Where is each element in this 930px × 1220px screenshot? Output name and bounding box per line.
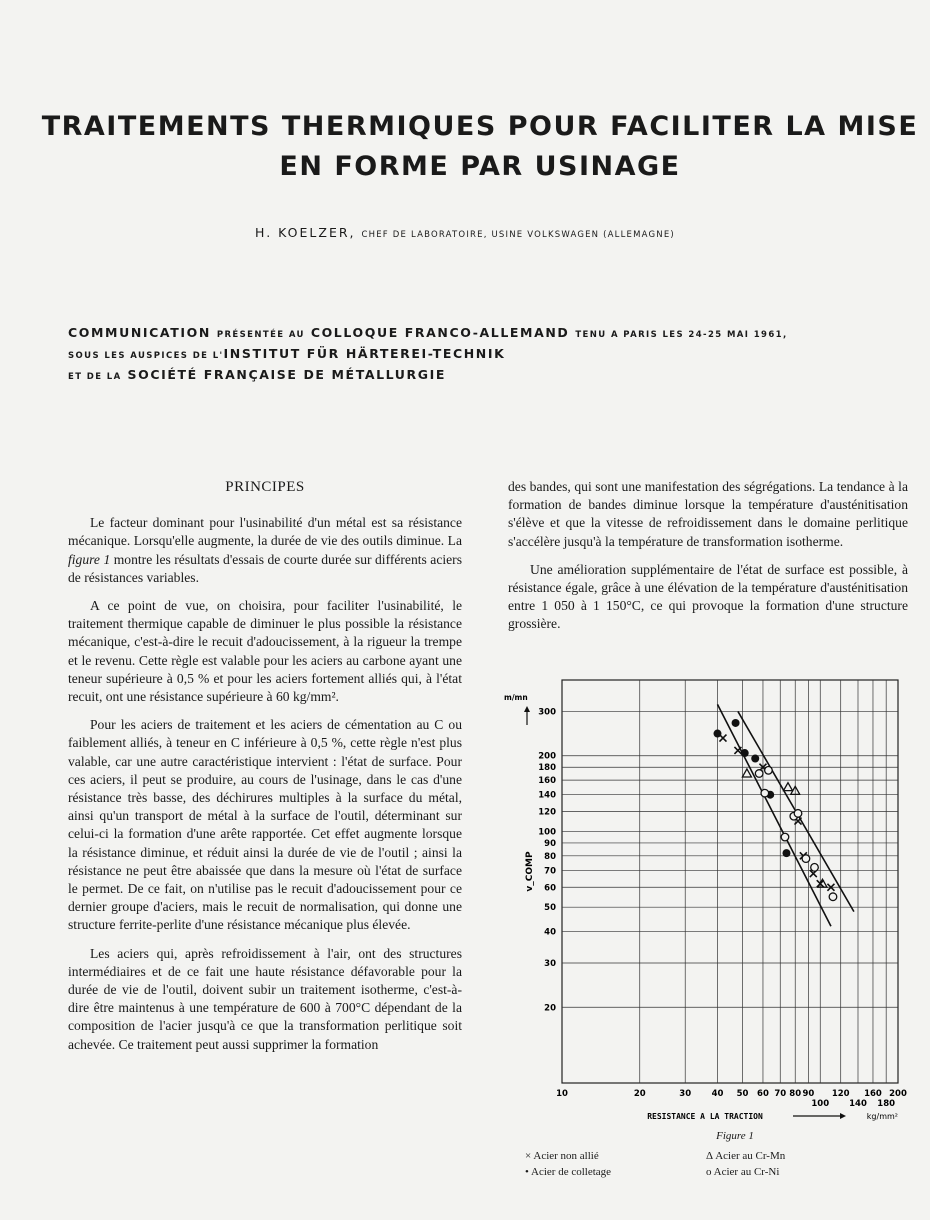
legend-item-1 [525, 1150, 599, 1162]
legend-item-4 [706, 1166, 779, 1178]
comm-word-et-de-la: ET DE LA [68, 372, 122, 382]
paragraph-3: Pour les aciers de traitement et les aciers de cémentation au C ou faiblement alliés, à teneur en C inférieure à 0,5 %, cette règle n'est plus valable, car une autre caractéristique intervient : l'état de surface. Pour ces aciers, il peut se produire, au cours de l'usinage, dans le cas d'une résistance très basse, des déchirures multiples à la surface du métal, ainsi qu'un transport de métal à la surface de l'outil, déterminant sur celui-ci la formation d'une arête rapportée. Cet effet augmente lorsque la résistance diminue, et réduit ainsi la durée de vie de l'outil ; ainsi la résistance ne peut être abaissée que dans la mesure où l'état de surface le permet. De ce fait, on n'utilise pas le recuit d'adoucissement pour ce dernier groupe d'aciers, mais le recuit de normalisation, qui donne une structure ferrite-perlite d'une résistance mécanique plus élevée. [68, 717, 462, 933]
y-tick-label: 120 [538, 807, 556, 818]
x-unit-label: kg/mm² [866, 1112, 898, 1121]
communication-line-3 [68, 364, 908, 388]
y-tick-label: 180 [538, 763, 556, 774]
point-cr-ni [811, 864, 819, 872]
y-tick-label: 160 [538, 776, 556, 787]
paragraph-6: Une amélioration supplémentaire de l'état de surface est possible, à résistance égale, grâce à une élévation de la température d'austénitisation entre 1 050 à 1 150°C, ce qui provoque la formation d'une structure grossière. [508, 561, 908, 632]
point-cr-ni [794, 810, 802, 818]
comm-word-presentee: PRÉSENTÉE AU [216, 330, 305, 340]
x-tick-label: 160 [864, 1089, 882, 1099]
x-tick-label: 10 [556, 1089, 568, 1099]
y-tick-label: 300 [538, 707, 556, 718]
y-tick-label: 90 [544, 838, 556, 849]
x-axis-label: RESISTANCE A LA TRACTION [647, 1112, 763, 1121]
comm-word-colloque: COLLOQUE FRANCO-ALLEMAND [310, 325, 570, 340]
band-line [717, 704, 830, 926]
legend-item-3 [706, 1150, 785, 1162]
paragraph-4: Les aciers qui, après refroidissement à l'air, ont des structures intermédiaires et de ce fait une haute résistance défavorable pour la durée de vie de l'outil, doivent subir un traitement isotherme, c'est-à-dire être maintenus à une température de 600 à 700°C dépendant de la composition de l'acier jusqu'à ce que la transformation perlitique soit achevée. Ce traitement peut aussi supprimer la formation [68, 945, 462, 1052]
y-arrow-head [524, 706, 530, 712]
x-tick-label: 100 [811, 1099, 830, 1109]
paragraph-1-part-b: montre les résultats d'essais de courte durée sur différents aciers de résistances variables. [68, 551, 462, 585]
figure-1-chart [500, 675, 920, 1125]
article-title-line-1: TRAITEMENTS THERMIQUES POUR FACILITER LA MISE [41, 111, 919, 142]
legend-symbol-triangle: Δ [706, 1150, 713, 1162]
author-line [0, 225, 930, 240]
x-tick-label: 140 [849, 1099, 867, 1109]
legend-label-2: Acier de colletage [531, 1166, 612, 1178]
y-tick-label: 20 [544, 1003, 556, 1014]
y-tick-label: 50 [544, 903, 556, 914]
point-colletage [732, 719, 740, 727]
y-tick-label: 100 [538, 827, 556, 838]
section-heading: PRINCIPES [225, 479, 305, 495]
plot-frame [562, 680, 898, 1083]
point-colletage [713, 730, 721, 738]
x-tick-label: 200 [889, 1089, 907, 1099]
x-tick-label: 50 [736, 1089, 749, 1099]
y-axis-label: v_COMP [525, 851, 535, 892]
article-title-line-2: EN FORME PAR USINAGE [279, 151, 681, 182]
x-tick-label: 20 [633, 1089, 646, 1099]
legend-label-3: Acier au Cr-Mn [715, 1150, 786, 1162]
point-colletage [741, 749, 749, 757]
comm-word-institut: INSTITUT FÜR HÄRTEREI-TECHNIK [223, 346, 506, 361]
legend-symbol-dot: • [525, 1166, 529, 1178]
paragraph-1-part-a: Le facteur dominant pour l'usinabilité d'un métal est sa résistance mécanique. Lorsqu'elle augmente, la durée de vie des outils diminue. La [68, 515, 462, 549]
x-tick-label: 60 [757, 1089, 769, 1099]
point-colletage [751, 754, 759, 762]
comm-word-societe: SOCIÉTÉ FRANÇAISE DE MÉTALLURGIE [127, 367, 447, 382]
point-colletage [782, 849, 790, 857]
comm-word-communication: COMMUNICATION [68, 325, 211, 340]
y-unit-label: m/mn [504, 693, 528, 702]
x-tick-label: 120 [831, 1089, 850, 1099]
legend-label-1: Acier non allié [533, 1150, 599, 1162]
point-cr-ni [755, 770, 763, 778]
author-role: CHEF DE LABORATOIRE, USINE VOLKSWAGEN (ALLEMAGNE) [361, 230, 675, 240]
x-tick-label: 180 [877, 1099, 896, 1109]
legend-symbol-cross: × [525, 1150, 532, 1162]
y-tick-label: 40 [544, 927, 556, 938]
paragraph-2: A ce point de vue, on choisira, pour faciliter l'usinabilité, le traitement thermique capable de diminuer le plus possible la résistance mécanique, c'est-à-dire le recuit d'adoucissement, à la rigueur la trempe et le revenu. Cette règle est valable pour les aciers au carbone ayant une teneur supérieure à 0,5 % et pour les aciers fortement alliés qui, à l'état recuit, ont une résistance supérieure à 60 kg/mm². [68, 598, 462, 705]
y-tick-label: 30 [544, 958, 556, 969]
y-tick-label: 80 [544, 851, 556, 862]
point-cr-mn [742, 769, 751, 777]
x-tick-label: 80 [789, 1089, 802, 1099]
y-tick-label: 70 [544, 866, 556, 877]
y-tick-label: 140 [538, 790, 556, 801]
comm-word-auspices: SOUS LES AUSPICES DE L' [68, 351, 224, 361]
y-tick-label: 200 [538, 751, 556, 762]
text-column-left [68, 478, 462, 1064]
text-column-right [508, 478, 908, 644]
x-tick-label: 30 [679, 1089, 692, 1099]
comm-word-date: TENU A PARIS LES 24-25 MAI 1961, [575, 330, 788, 340]
point-cr-ni [761, 789, 769, 797]
point-cr-mn [783, 783, 792, 791]
paragraph-1 [68, 514, 462, 587]
y-tick-label: 60 [544, 883, 556, 894]
figure-reference: figure 1 [68, 551, 111, 567]
legend-label-4: Acier au Cr-Ni [713, 1166, 780, 1178]
paragraph-5: des bandes, qui sont une manifestation des ségrégations. La tendance à la formation de bandes diminue lorsque la température d'austénitisation s'élève et que la vitesse de refroidissement dans le domaine perlitique s'accélère jusqu'à la température de transformation isotherme. [508, 479, 908, 549]
point-cr-ni [781, 833, 789, 841]
x-tick-label: 90 [802, 1089, 815, 1099]
point-cr-ni [802, 855, 810, 863]
point-cr-ni [765, 767, 773, 775]
x-tick-label: 70 [774, 1089, 787, 1099]
figure-caption: Figure 1 [716, 1130, 754, 1142]
x-arrow-head [840, 1113, 846, 1119]
x-tick-label: 40 [711, 1089, 724, 1099]
point-cr-ni [829, 893, 837, 901]
legend-item-2 [525, 1166, 611, 1178]
author-name: H. KOELZER, [255, 225, 356, 240]
legend-symbol-circle: o [706, 1166, 712, 1178]
